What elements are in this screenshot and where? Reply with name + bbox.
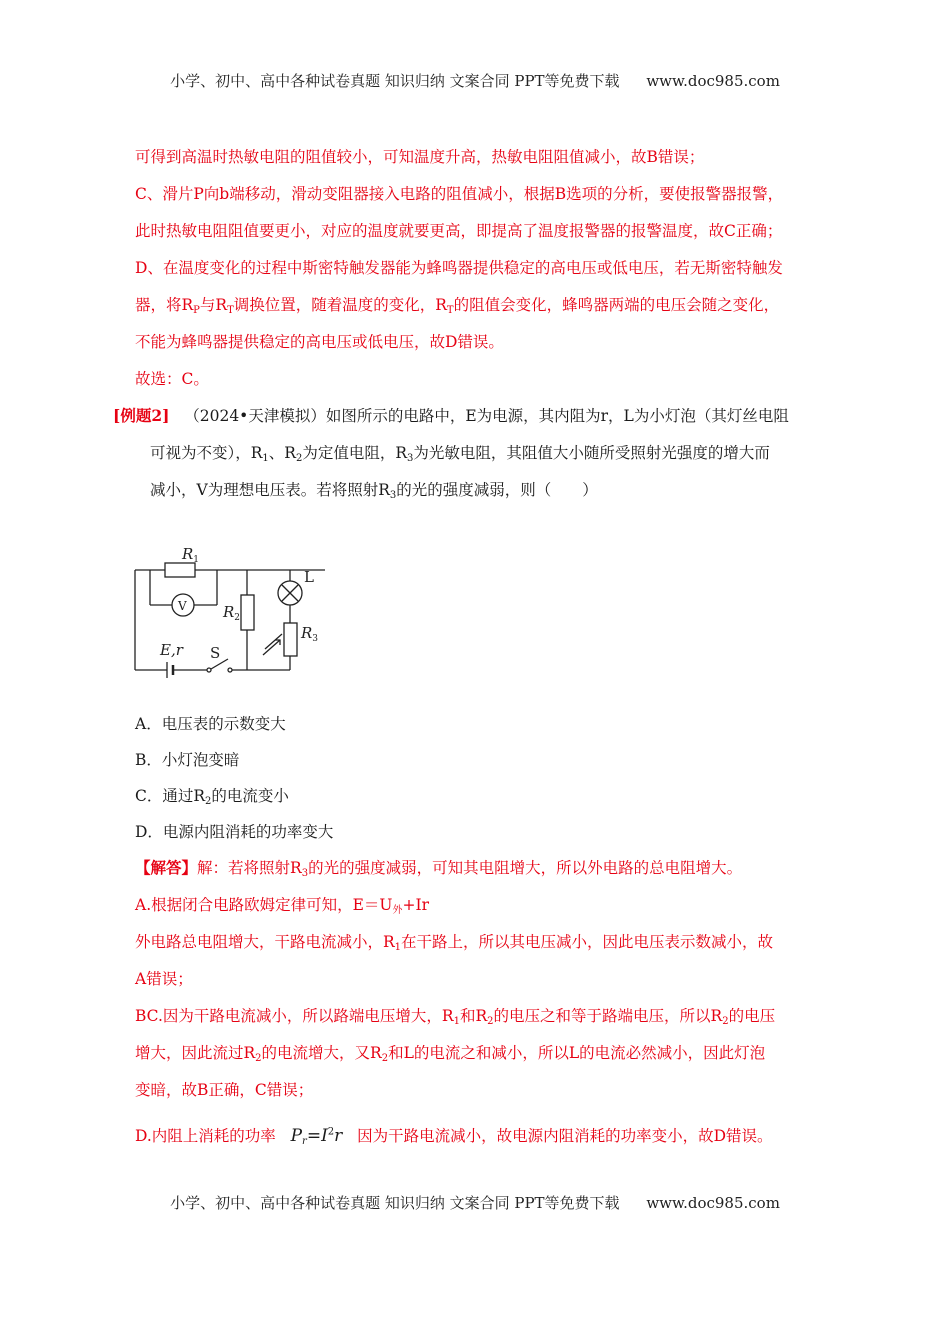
question-line-3: 减小，V为理想电压表。若将照射$R_3$的光的强度减弱，则（ ） — [150, 481, 598, 501]
prev-line-1: 可得到高温时热敏电阻的阻值较小，可知温度升高，热敏电阻阻值减小，故B错误； — [135, 148, 705, 166]
resistor-r1 — [165, 563, 195, 577]
page-footer — [0, 1192, 950, 1213]
label-voltmeter: V — [178, 599, 187, 613]
power-formula: $P_r=I^2r$ — [290, 1126, 343, 1147]
answer-tag: 【解答】 — [135, 858, 198, 877]
prev-line-2: C、滑片P向b端移动，滑动变阻器接入电路的阻值减小，根据B选项的分析，要使报警器报警， — [135, 185, 784, 203]
label-r1: $R_1$ — [182, 545, 200, 565]
circuit-diagram — [125, 545, 365, 685]
switch-contact-right — [228, 668, 232, 672]
prev-line-3: 此时热敏电阻阻值要更小，对应的温度就要更高，即提高了温度报警器的报警温度，故C正确； — [135, 222, 783, 240]
answer-line-6: 增大，因此流过$R_2$的电流增大，又$R_2$和L的电流之和减小，所以L的电流必然减小，因此灯泡 — [135, 1044, 766, 1064]
answer-line-7: 变暗，故B正确，C错误； — [135, 1081, 314, 1099]
light-arrow-1 — [263, 640, 280, 655]
prev-line-6: 不能为蜂鸣器提供稳定的高电压或低电压，故D错误。 — [135, 333, 504, 351]
option-b: B．小灯泡变暗 — [135, 751, 240, 769]
answer-line-3: 外电路总电阻增大，干路电流减小，$R_1$在干路上，所以其电压减小，因此电压表示数减小，故 — [135, 933, 774, 953]
question-tag: [例题2] — [113, 406, 170, 425]
label-switch: S — [210, 644, 221, 662]
label-lamp: L — [304, 568, 314, 586]
answer-line-4: A错误； — [135, 970, 193, 988]
resistor-r2 — [241, 595, 254, 630]
answer-line-8: D.内阻上消耗的功率 $P_r=I^2r$ 因为干路电流减小，故电源内阻消耗的功率变小，故D错误。 — [135, 1126, 773, 1147]
answer-line-2: A.根据闭合电路欧姆定律可知，$E=U_外+Ir$ — [135, 896, 430, 916]
label-r2: $R_2$ — [223, 603, 241, 623]
prev-line-4: D、在温度变化的过程中斯密特触发器能为蜂鸣器提供稳定的高电压或低电压，若无斯密特触发 — [135, 259, 783, 277]
page-header — [0, 70, 950, 91]
resistor-r3 — [284, 623, 297, 656]
header-text: 小学、初中、高中各种试卷真题 知识归纳 文案合同 PPT等免费下载 — [170, 72, 620, 90]
prev-line-5: 器，将$R_P$与$R_T$调换位置，随着温度的变化，$R_T$的阻值会变化，蜂鸣器两端的电压会随之变化， — [135, 296, 780, 316]
question-line-2: 可视为不变），$R_1$、$R_2$为定值电阻，$R_3$为光敏电阻，其阻值大小随所受照射光强度的增大而 — [150, 444, 770, 464]
footer-text: 小学、初中、高中各种试卷真题 知识归纳 文案合同 PPT等免费下载 — [170, 1194, 620, 1212]
option-d: D．电源内阻消耗的功率变大 — [135, 823, 334, 841]
header-site: www.doc985.com — [646, 72, 780, 90]
prev-line-7: 故选：C。 — [135, 370, 209, 388]
answer-line-5: BC.因为干路电流减小，所以路端电压增大，$R_1$和$R_2$的电压之和等于路端电压，所以$R_2$的电压 — [135, 1007, 776, 1027]
switch-contact-left — [207, 668, 211, 672]
option-a: A．电压表的示数变大 — [135, 715, 286, 733]
label-r3: $R_3$ — [301, 624, 319, 644]
label-source: E,r — [160, 641, 183, 659]
question-line-1: [例题2] （2024•天津模拟）如图所示的电路中，E为电源，其内阻为r，L为小灯泡（其灯丝电阻 — [113, 406, 789, 425]
footer-site: www.doc985.com — [646, 1194, 780, 1212]
option-c: C．通过$R_2$的电流变小 — [135, 787, 289, 807]
answer-line-1: 【解答】解：若将照射$R_3$的光的强度减弱，可知其电阻增大，所以外电路的总电阻增大。 — [135, 858, 743, 879]
